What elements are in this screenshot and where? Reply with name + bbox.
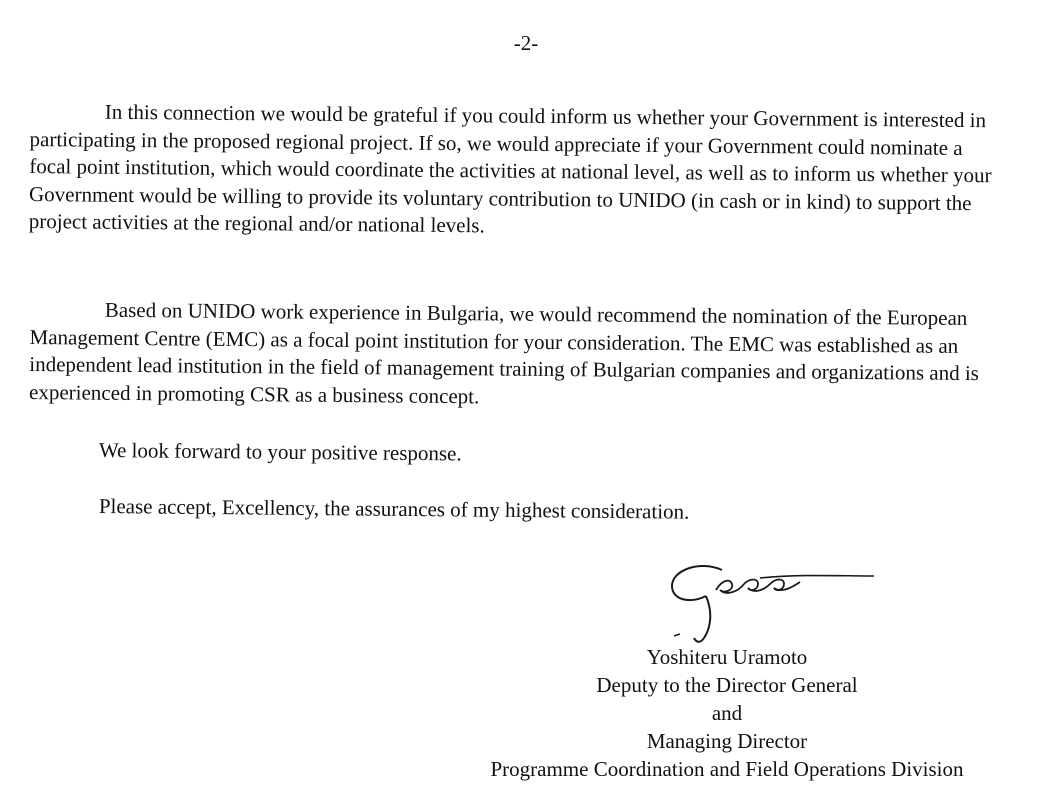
signatory-name: Yoshiteru Uramoto [646, 645, 808, 669]
paragraph-government-interest [29, 98, 1008, 245]
signatory-title-deputy: Deputy to the Director General [596, 673, 858, 697]
signatory-division: Programme Coordination and Field Operations Division [490, 757, 964, 781]
paragraph-emc-recommendation [29, 296, 1008, 415]
paragraph-positive-response: We look forward to your positive response. [98, 438, 462, 466]
closing-line: Please accept, Excellency, the assurances of my highest consideration. [98, 494, 690, 524]
signature-block [452, 643, 1002, 783]
page-number: -2- [513, 31, 539, 55]
signatory-conjunction: and [711, 701, 743, 725]
signatory-title-managing-director: Managing Director [646, 729, 808, 753]
paragraph-1-text: In this connection we would be grateful if you could inform us whether your Government is interested in participating in the proposed regional project. If so, we would appreciate if your Government could nominate a focal point institution, which would coordinate the activities at national level, as well as to inform us whether your Government would be willing to provide its voluntary contribution to UNIDO (in cash or in kind) to support the project activities at the regional and/or national levels. [28, 99, 992, 238]
paragraph-2-text: Based on UNIDO work experience in Bulgaria, we would recommend the nomination of the European Management Centre (EMC) as a focal point institution for your consideration. The EMC was established as an independent lead institution in the field of management training of Bulgarian companies and organizations and is experienced in promoting CSR as a business concept. [28, 297, 980, 408]
handwritten-signature [660, 556, 880, 656]
